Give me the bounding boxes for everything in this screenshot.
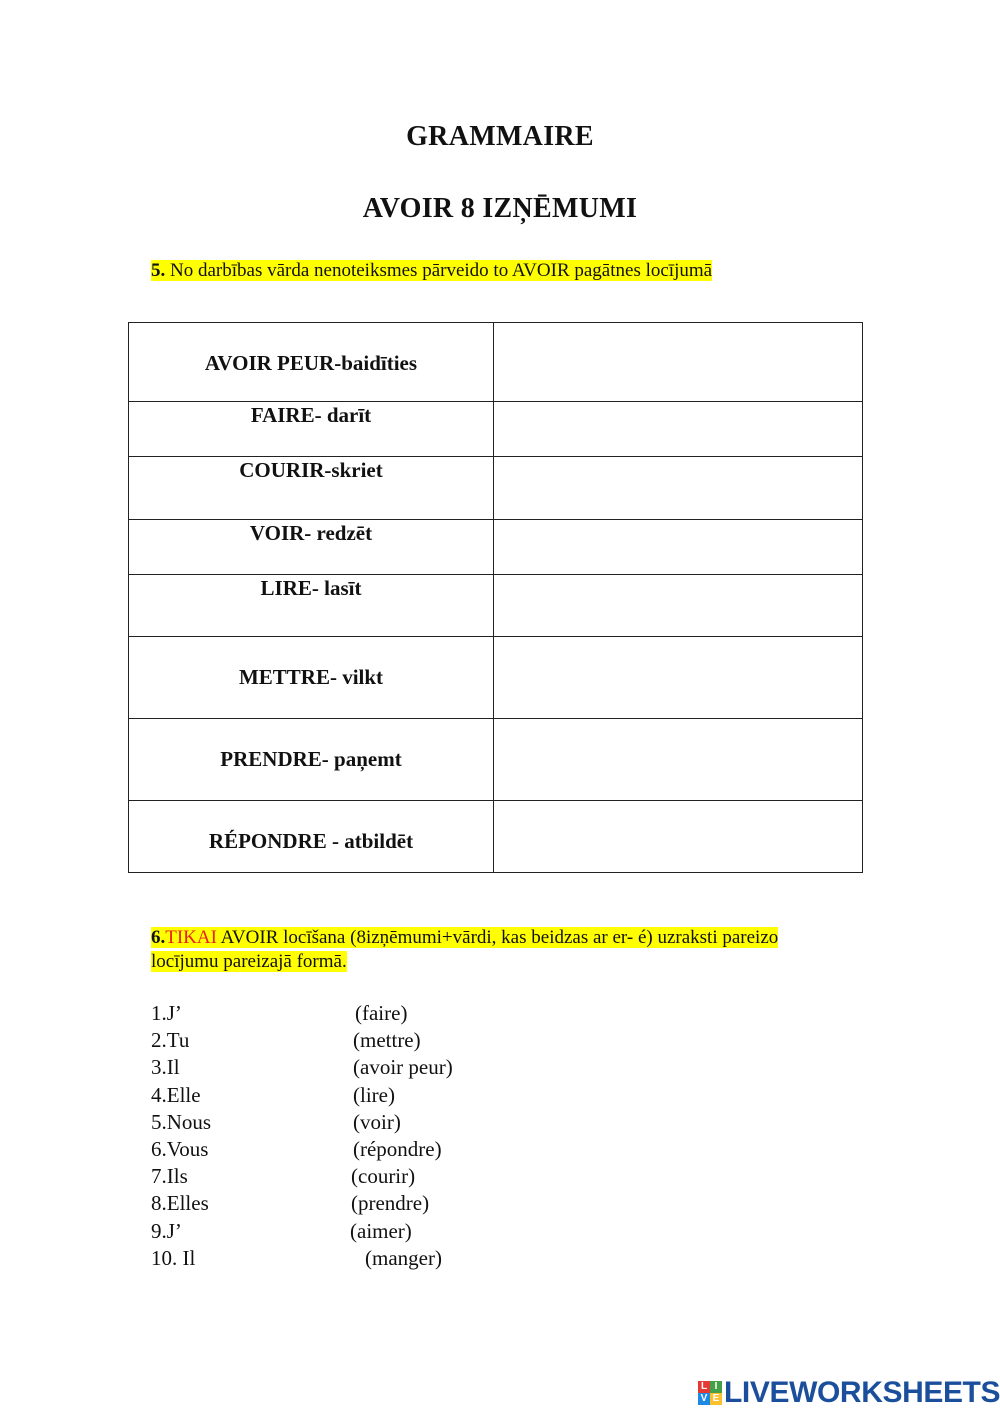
exercise-5-instruction xyxy=(151,259,712,283)
exercise-6-text: AVOIR locīšana (8izņēmumi+vārdi, kas beidzas ar er- é) uzraksti pareizo locījumu pareizajā formā. xyxy=(151,927,779,972)
verb-cell: AVOIR PEUR-baidīties xyxy=(129,323,494,402)
table-row xyxy=(129,637,863,719)
subject: 4.Elle xyxy=(151,1082,201,1107)
subject: 1.J’ xyxy=(151,1001,182,1025)
verb-cell: METTRE- vilkt xyxy=(129,637,494,719)
page-title: GRAMMAIRE xyxy=(406,121,594,152)
answer-cell[interactable] xyxy=(494,323,863,402)
table-row xyxy=(129,457,863,520)
infinitive: (courir) xyxy=(351,1164,416,1189)
answer-cell[interactable] xyxy=(494,719,863,801)
infinitive: (prendre) xyxy=(351,1191,430,1216)
table-row xyxy=(129,575,863,637)
answer-cell[interactable] xyxy=(494,520,863,575)
infinitive: (lire) xyxy=(353,1082,395,1107)
table-row xyxy=(129,520,863,575)
infinitive: (mettre) xyxy=(353,1028,421,1053)
infinitive: (faire) xyxy=(355,1001,408,1025)
answer-cell[interactable] xyxy=(494,637,863,719)
infinitive: (aimer) xyxy=(350,1218,412,1243)
exercise-6-instruction xyxy=(151,926,831,974)
verb-table xyxy=(128,322,863,873)
subject: 9.J’ xyxy=(151,1218,182,1243)
table-row xyxy=(129,402,863,457)
subject: 2.Tu xyxy=(151,1028,190,1053)
liveworksheets-logo xyxy=(698,1377,1000,1409)
infinitive: (répondre) xyxy=(353,1136,442,1161)
subject: 6.Vous xyxy=(151,1136,209,1161)
subject: 5.Nous xyxy=(151,1109,212,1134)
page-subtitle: AVOIR 8 IZŅĒMUMI xyxy=(362,193,638,224)
liveworksheets-logo-icon: L I V E xyxy=(698,1381,722,1405)
answer-cell[interactable] xyxy=(494,575,863,637)
subject: 7.Ils xyxy=(151,1164,188,1189)
verb-cell: RÉPONDRE - atbildēt xyxy=(129,801,494,873)
exercise-5-text: No darbības vārda nenoteiksmes pārveido to AVOIR pagātnes locījumā xyxy=(170,260,713,281)
subject: 8.Elles xyxy=(151,1191,209,1216)
verb-cell: PRENDRE- paņemt xyxy=(129,719,494,801)
verb-cell: VOIR- redzēt xyxy=(129,520,494,575)
exercise-6-number: 6. xyxy=(151,927,166,948)
verb-cell: FAIRE- darīt xyxy=(129,402,494,457)
answer-cell[interactable] xyxy=(494,801,863,873)
verb-cell: LIRE- lasīt xyxy=(129,575,494,637)
table-row xyxy=(129,801,863,873)
subject: 3.Il xyxy=(151,1055,180,1080)
table-row xyxy=(129,323,863,402)
answer-cell[interactable] xyxy=(494,402,863,457)
infinitive: (voir) xyxy=(353,1109,401,1134)
subject: 10. Il xyxy=(151,1245,196,1270)
infinitive: (avoir peur) xyxy=(353,1055,453,1080)
exercise-5-number: 5. xyxy=(151,260,166,281)
verb-cell: COURIR-skriet xyxy=(129,457,494,520)
answer-cell[interactable] xyxy=(494,457,863,520)
table-row xyxy=(129,719,863,801)
infinitive: (manger) xyxy=(365,1245,442,1270)
exercise-6-highlight: TIKAI xyxy=(165,927,217,948)
logo-text: LIVEWORKSHEETS xyxy=(724,1376,1000,1409)
